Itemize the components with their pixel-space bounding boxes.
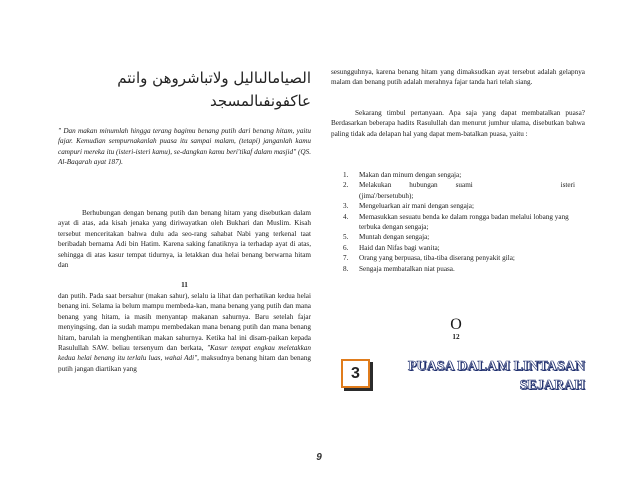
- paragraph-question: Sekarang timbul pertanyaan. Apa saja yang dapat membatalkan puasa? Berdasarkan beberapa hadits Rasulullah dan menurut jumhur ulama, disebutkan bahwa paling tidak ada delapan hal yang dapat mem-batalkan puasa, yaitu :: [331, 109, 585, 138]
- paragraph-continuation: sesungguhnya, karena benang hitam yang dimaksudkan ayat tersebut adalah gelapnya malam dan benang putih adalah merahnya fajar tanda hari telah siang.: [331, 68, 585, 87]
- paragraph-sahur-start: dan putih. Pada saat bersahur (makan sahur), selalu ia lihat dan perhatikan kedua helai benang ini. Selama ia belum mampu membeda-kan, mana benang yang putih dan mana benang yang hitam, ia masih menyantap makanan sahurnya. Baru setelah fajar menyingsing, dan ia sudah mampu membedakan mana benang putih dan mana benang hitam, barulah ia menghentikan makan sahurnya. Ketika hal ini disam-paikan kepada Rasulullah SAW. beliau tersenyum dan berkata,: [58, 292, 311, 353]
- invalidators-list: [331, 170, 585, 274]
- page-number: 9: [316, 452, 322, 463]
- arabic-verse-line-2: عاكفونفىالمسجد: [209, 92, 311, 110]
- prophet-quote: "Kasur tempat engkau meletakkan kedua helai benang itu terlalu luas, wahai Adi": [58, 344, 311, 363]
- list-item: 6. Haid dan Nifas bagi wanita;: [343, 243, 440, 252]
- chapter-number-badge: 3: [341, 359, 370, 388]
- list-item: 3. Mengeluarkan air mani dengan sengaja;: [343, 202, 474, 211]
- paragraph-adi-story: Berhubungan dengan benang putih dan benang hitam yang disebutkan dalam ayat di atas, ada kisah jenaka yang diriwayatkan oleh Bukhari dan Muslim. Kisah tersebut menceritakan bahwa dulu ada seo-rang sahabat Nabi yang terkenal taat beribadah bernama Adi bin Hatim. Karena saking fanatiknya ia terhadap ayat di atas, sehingga di atas kasur tempat tidurnya, ia letakkan dua helai benang berwarna hitam dan: [58, 209, 311, 270]
- list-item: 2. Melakukan hubungan suami isteri: [343, 181, 575, 190]
- chapter-title-line-2: SEJARAH: [519, 378, 585, 393]
- list-item: 7. Orang yang berpuasa, tiba-tiba diserang penyakit gila;: [343, 254, 515, 263]
- list-item: (jima'/bersetubuh);: [359, 191, 414, 200]
- chapter-title-line-1: PUASA DALAM LINTASAN: [407, 359, 585, 374]
- chapter-title: [375, 357, 585, 395]
- paragraph-sahur: [58, 291, 311, 374]
- page-marker-11: 11: [181, 281, 188, 289]
- list-item: 5. Muntah dengan sengaja;: [343, 233, 430, 242]
- section-mark: O: [450, 316, 462, 333]
- list-item: 1. Makan dan minum dengan sengaja;: [343, 171, 462, 179]
- paragraph-sahur-end: , maksudnya benang hitam dan benang putih jangan diartikan yang: [58, 354, 312, 373]
- arabic-verse-line-1: الصيامالىاليل ولاتباشروهن وانتم: [117, 69, 311, 87]
- verse-translation: " Dan makan minumlah hingga terang bagimu benang putih dari benang hitam, yaitu fajar. Kemudian sempurnakanlah puasa itu sampai malam, (tetapi) janganlah kamu campuri mereka itu (isteri-isteri kamu), se-dangkan kamu beri'tikaf dalam masjid" (QS. Al-Baqarah ayat 187).: [58, 127, 311, 167]
- list-item: 4. Memasukkan sesuatu benda ke dalam rongga badan melalui lobang yang terbuka dengan sengaja;: [343, 212, 569, 232]
- list-item: 8. Sengaja membatalkan niat puasa.: [343, 264, 455, 273]
- page-marker-12: 12: [452, 333, 460, 341]
